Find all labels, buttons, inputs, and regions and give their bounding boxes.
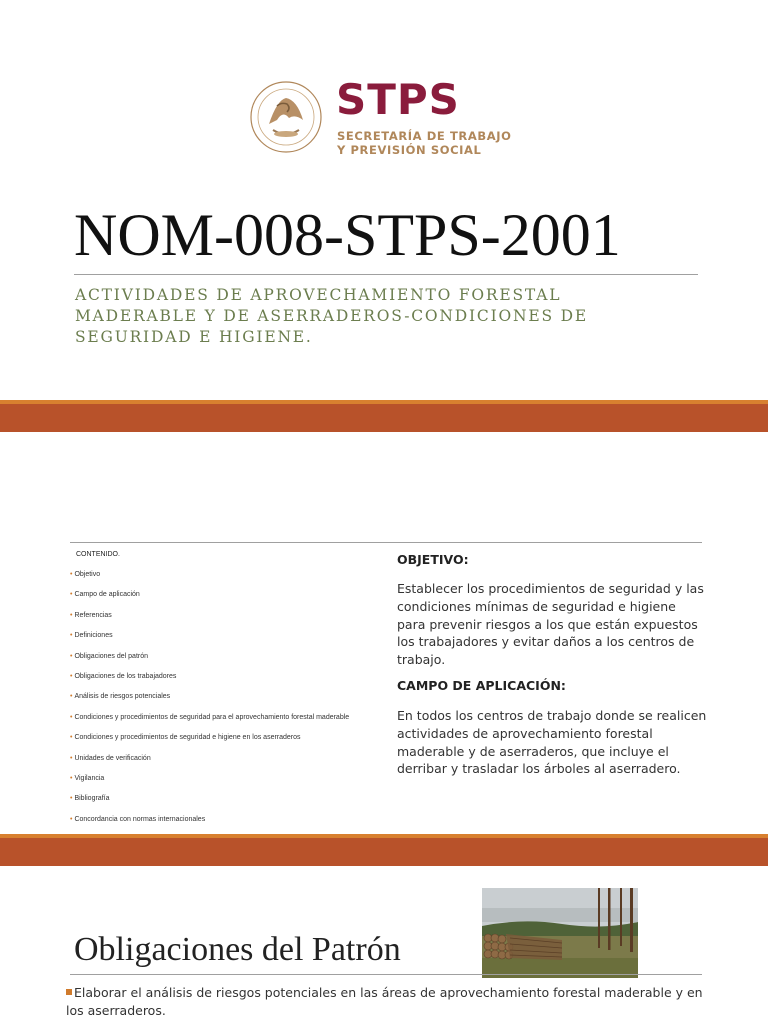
slide-title: Obligaciones del Patrón bbox=[74, 931, 401, 968]
title-slide bbox=[0, 0, 768, 400]
slide-subtitle: ACTIVIDADES DE APROVECHAMIENTO FORESTAL MADERABLE Y DE ASERRADEROS-CONDICIONES DE SEGURIDAD E HIGIENE. bbox=[75, 286, 588, 346]
toc-item: • Análisis de riesgos potenciales bbox=[70, 693, 171, 701]
title-divider bbox=[74, 274, 698, 275]
toc-item: • Definiciones bbox=[70, 632, 113, 640]
bullet-icon: • bbox=[70, 713, 73, 721]
toc-item: • Obligaciones del patrón bbox=[70, 652, 149, 660]
toc-item: • Campo de aplicación bbox=[70, 591, 140, 599]
stps-logo-text: STPS bbox=[336, 75, 460, 124]
obligation-bullet bbox=[66, 984, 706, 1019]
bullet-icon bbox=[66, 989, 72, 995]
toc-item: • Unidades de verificación bbox=[70, 754, 151, 762]
mexican-coat-of-arms-seal bbox=[247, 80, 325, 154]
toc-heading: CONTENIDO. bbox=[76, 551, 120, 558]
bullet-icon: • bbox=[70, 774, 73, 782]
bullet-icon: • bbox=[70, 754, 73, 762]
bullet-icon: • bbox=[70, 571, 73, 578]
campo-heading: CAMPO DE APLICACIÓN: bbox=[397, 678, 566, 693]
logo-subtitle-line1: SECRETARÍA DE TRABAJO bbox=[337, 129, 512, 143]
toc-item: • Condiciones y procedimientos de seguridad e higiene en los aserraderos bbox=[70, 734, 301, 742]
objetivo-text: Establecer los procedimientos de seguridad y las condiciones mínimas de seguridad e higiene para prevenir riesgos a los que están expuestos los trabajadores y evitar daños a los centros de trabajo. bbox=[397, 581, 704, 668]
toc-item: • Condiciones y procedimientos de seguridad para el aprovechamiento forestal maderable bbox=[70, 713, 350, 721]
title-divider bbox=[70, 974, 702, 975]
bullet-icon: • bbox=[70, 591, 73, 599]
objetivo-heading: OBJETIVO: bbox=[397, 552, 469, 567]
bullet-icon: • bbox=[70, 652, 73, 660]
toc-item: • Vigilancia bbox=[70, 774, 105, 782]
content-divider bbox=[70, 542, 702, 543]
bullet-icon: • bbox=[70, 734, 73, 742]
slide-separator-band bbox=[0, 400, 768, 432]
logo-subtitle-line2: Y PREVISIÓN SOCIAL bbox=[337, 143, 482, 157]
toc-item: • Bibliografía bbox=[70, 795, 110, 803]
content-slide bbox=[0, 432, 768, 834]
logging-site-photo bbox=[482, 888, 638, 978]
bullet-icon: • bbox=[70, 611, 73, 619]
bullet-icon: • bbox=[70, 795, 73, 803]
bullet-icon: • bbox=[70, 632, 73, 640]
toc-item: • Concordancia con normas internacionales bbox=[70, 815, 206, 823]
toc-list bbox=[70, 568, 380, 833]
slide-separator-band bbox=[0, 834, 768, 866]
campo-text: En todos los centros de trabajo donde se realicen actividades de aprovechamiento forestal maderable y de aserraderos, que incluye el derribar y trasladar los árboles al aserradero. bbox=[397, 708, 707, 777]
toc-item: • Referencias bbox=[70, 611, 112, 619]
bullet-icon: • bbox=[70, 672, 73, 680]
obligations-slide bbox=[0, 866, 768, 1024]
toc-item: • Obligaciones de los trabajadores bbox=[70, 672, 177, 680]
slide-title: NOM-008-STPS-2001 bbox=[74, 202, 621, 268]
bullet-icon: • bbox=[70, 815, 73, 823]
bullet-icon: • bbox=[70, 693, 73, 701]
toc-item: • Objetivo bbox=[70, 571, 101, 578]
obligation-text: Elaborar el análisis de riesgos potenciales en las áreas de aprovechamiento forestal maderable y en los aserraderos. bbox=[66, 985, 703, 1018]
